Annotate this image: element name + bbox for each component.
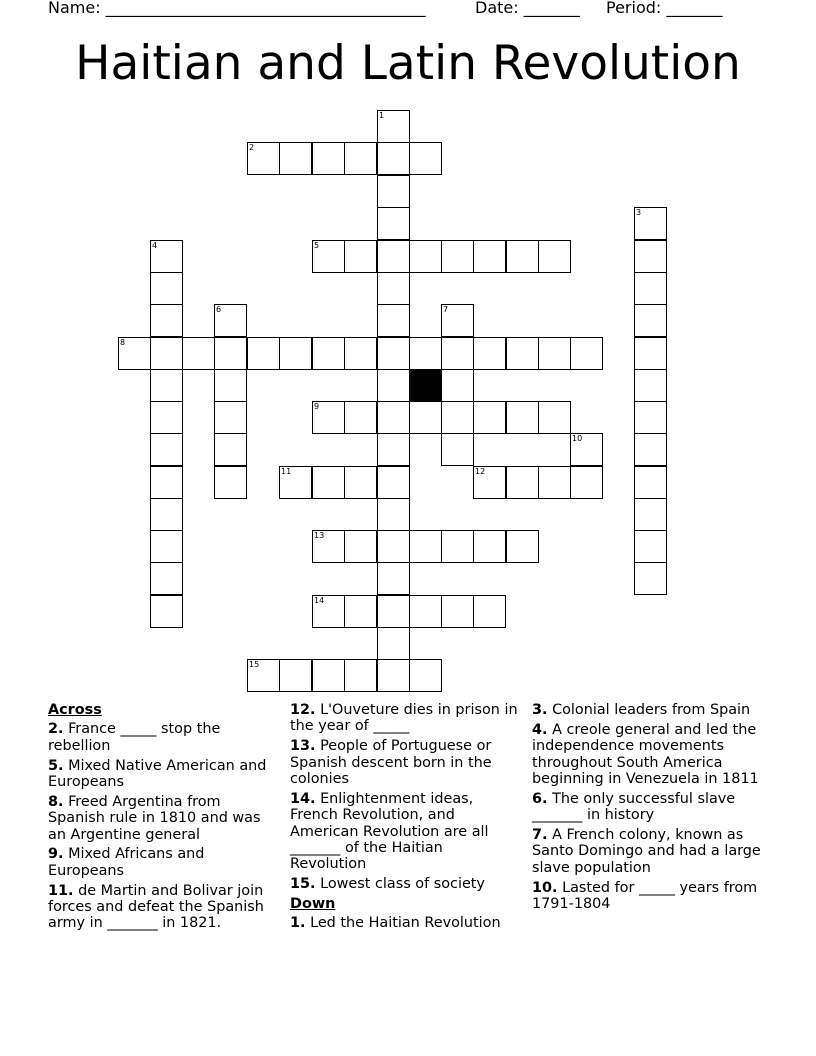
- clues-column-2: [290, 702, 522, 935]
- clue-item-number: 2.: [48, 721, 64, 738]
- crossword-cell[interactable]: [312, 142, 345, 175]
- clue-item: [48, 794, 280, 843]
- crossword-cell[interactable]: [377, 240, 410, 273]
- clue-item-text: Freed Argentina from Spanish rule in 1810 and was an Argentine general: [48, 793, 261, 843]
- clue-item: [290, 738, 522, 787]
- crossword-cell[interactable]: [344, 240, 377, 273]
- crossword-cell[interactable]: [538, 240, 571, 273]
- crossword-cell[interactable]: [377, 142, 410, 175]
- crossword-cell[interactable]: [409, 659, 442, 692]
- crossword-cell[interactable]: [377, 498, 410, 531]
- clues-column-3: [532, 702, 772, 916]
- clue-item: [532, 722, 772, 788]
- clue-number-1: 1: [379, 111, 385, 120]
- clue-item: [290, 876, 522, 892]
- clue-item: [48, 721, 280, 754]
- crossword-cell[interactable]: [409, 595, 442, 628]
- crossword-cell[interactable]: [377, 272, 410, 305]
- crossword-cell[interactable]: [409, 337, 442, 370]
- crossword-cell[interactable]: [473, 401, 506, 434]
- crossword-cell[interactable]: [344, 595, 377, 628]
- clue-number-8: 8: [120, 338, 126, 347]
- clue-item: [532, 880, 772, 913]
- clue-item-text: Lowest class of society: [320, 876, 485, 893]
- clue-item: [48, 846, 280, 879]
- crossword-cell[interactable]: [570, 337, 603, 370]
- crossword-blocked-cell: [409, 369, 442, 402]
- crossword-cell[interactable]: [182, 337, 215, 370]
- clue-item-number: 14.: [290, 790, 316, 807]
- crossword-cell[interactable]: [634, 498, 667, 531]
- crossword-cell[interactable]: [377, 175, 410, 208]
- clue-item-number: 3.: [532, 702, 548, 718]
- period-field-label: Period: _______: [606, 0, 723, 17]
- crossword-cell[interactable]: [377, 659, 410, 692]
- crossword-cell[interactable]: [538, 466, 571, 499]
- crossword-cell[interactable]: [344, 530, 377, 563]
- crossword-cell[interactable]: [634, 466, 667, 499]
- crossword-cell[interactable]: [150, 530, 183, 563]
- clue-item-text: France _____ stop the rebellion: [48, 721, 221, 754]
- crossword-cell[interactable]: [441, 240, 474, 273]
- crossword-cell[interactable]: [377, 595, 410, 628]
- clue-item: [290, 702, 522, 735]
- crossword-cell[interactable]: [150, 498, 183, 531]
- crossword-cell[interactable]: [150, 562, 183, 595]
- crossword-cell[interactable]: [634, 272, 667, 305]
- crossword-cell[interactable]: [214, 337, 247, 370]
- crossword-cell[interactable]: [279, 337, 312, 370]
- down-heading: Down: [290, 896, 336, 913]
- clue-item-text: The only successful slave _______ in history: [532, 790, 736, 824]
- clue-item-text: de Martin and Bolivar join forces and defeat the Spanish army in _______ in 1821.: [48, 882, 264, 932]
- crossword-cell[interactable]: [344, 142, 377, 175]
- clue-item-number: 5.: [48, 757, 64, 774]
- crossword-cell[interactable]: [377, 562, 410, 595]
- clue-item: [290, 791, 522, 873]
- crossword-cell[interactable]: [377, 466, 410, 499]
- clue-number-9: 9: [314, 402, 320, 411]
- crossword-cell[interactable]: [377, 530, 410, 563]
- clue-number-10: 10: [572, 434, 583, 443]
- crossword-cell[interactable]: [473, 337, 506, 370]
- crossword-cell[interactable]: [634, 240, 667, 273]
- crossword-cell[interactable]: [473, 240, 506, 273]
- crossword-cell[interactable]: [279, 659, 312, 692]
- crossword-cell[interactable]: [150, 401, 183, 434]
- crossword-cell[interactable]: [634, 562, 667, 595]
- clue-number-2: 2: [249, 143, 255, 152]
- clue-item-number: 6.: [532, 790, 548, 807]
- clue-item-number: 9.: [48, 846, 64, 863]
- clue-item-text: Lasted for _____ years from 1791-1804: [532, 879, 758, 913]
- clue-item-text: Colonial leaders from Spain: [552, 702, 751, 718]
- crossword-cell[interactable]: [377, 401, 410, 434]
- crossword-cell[interactable]: [279, 142, 312, 175]
- crossword-cell[interactable]: [473, 530, 506, 563]
- date-field-label: Date: _______: [475, 0, 580, 17]
- clue-item-number: 11.: [48, 882, 74, 899]
- clue-item-number: 8.: [48, 793, 64, 810]
- clue-item-text: People of Portuguese or Spanish descent born in the colonies: [290, 738, 492, 788]
- clue-number-14: 14: [314, 596, 325, 605]
- clue-item-text: Mixed Native American and Europeans: [48, 757, 267, 791]
- crossword-cell[interactable]: [214, 433, 247, 466]
- crossword-cell[interactable]: [441, 337, 474, 370]
- crossword-cell[interactable]: [409, 142, 442, 175]
- crossword-cell[interactable]: [377, 207, 410, 240]
- crossword-cell[interactable]: [312, 337, 345, 370]
- crossword-cell[interactable]: [214, 401, 247, 434]
- clue-number-4: 4: [152, 241, 158, 250]
- crossword-cell[interactable]: [506, 337, 539, 370]
- clue-number-11: 11: [281, 467, 292, 476]
- crossword-cell[interactable]: [441, 530, 474, 563]
- crossword-cell[interactable]: [344, 466, 377, 499]
- crossword-cell[interactable]: [634, 433, 667, 466]
- crossword-cell[interactable]: [312, 466, 345, 499]
- crossword-cell[interactable]: [634, 530, 667, 563]
- crossword-cell[interactable]: [409, 530, 442, 563]
- clue-item-text: A French colony, known as Santo Domingo and had a large slave population: [532, 827, 761, 876]
- clue-item-number: 15.: [290, 876, 316, 893]
- clue-number-6: 6: [216, 305, 222, 314]
- crossword-cell[interactable]: [377, 627, 410, 660]
- crossword-cell[interactable]: [570, 466, 603, 499]
- clue-item: [532, 702, 772, 718]
- crossword-cell[interactable]: [150, 337, 183, 370]
- crossword-cell[interactable]: [441, 595, 474, 628]
- crossword-cell[interactable]: [214, 369, 247, 402]
- crossword-cell[interactable]: [150, 466, 183, 499]
- clue-number-7: 7: [443, 305, 449, 314]
- crossword-cell[interactable]: [150, 595, 183, 628]
- crossword-cell[interactable]: [377, 337, 410, 370]
- crossword-cell[interactable]: [377, 433, 410, 466]
- crossword-cell[interactable]: [150, 272, 183, 305]
- clue-item: [532, 791, 772, 824]
- clue-number-3: 3: [636, 208, 642, 217]
- crossword-cell[interactable]: [312, 659, 345, 692]
- clue-item: [290, 915, 522, 931]
- crossword-cell[interactable]: [506, 240, 539, 273]
- clue-item-text: Mixed Africans and Europeans: [48, 846, 205, 879]
- clue-item-number: 1.: [290, 915, 306, 932]
- crossword-cell[interactable]: [377, 369, 410, 402]
- name-field-label: Name: ________________________________________: [48, 0, 426, 17]
- crossword-cell[interactable]: [634, 337, 667, 370]
- clue-item: [532, 827, 772, 876]
- clue-item-text: A creole general and led the independence movements throughout South America beginning in Venezuela in 1811: [532, 721, 759, 788]
- clue-number-12: 12: [475, 467, 486, 476]
- crossword-cell[interactable]: [634, 304, 667, 337]
- crossword-cell[interactable]: [344, 659, 377, 692]
- crossword-cell[interactable]: [344, 401, 377, 434]
- clue-number-5: 5: [314, 241, 320, 250]
- crossword-cell[interactable]: [634, 369, 667, 402]
- crossword-cell[interactable]: [150, 304, 183, 337]
- crossword-cell[interactable]: [441, 433, 474, 466]
- crossword-cell[interactable]: [441, 369, 474, 402]
- clue-item-text: Led the Haitian Revolution: [310, 915, 501, 932]
- page-title: Haitian and Latin Revolution: [75, 36, 741, 91]
- clue-item-number: 12.: [290, 702, 316, 718]
- clue-item-number: 4.: [532, 721, 548, 738]
- clue-item-text: L'Ouveture dies in prison in the year of _____: [290, 702, 518, 735]
- clue-item: [48, 883, 280, 932]
- clue-item-number: 7.: [532, 827, 548, 844]
- across-heading: Across: [48, 702, 102, 718]
- crossword-cell[interactable]: [247, 337, 280, 370]
- crossword-cell[interactable]: [538, 337, 571, 370]
- crossword-cell[interactable]: [506, 530, 539, 563]
- crossword-cell[interactable]: [473, 595, 506, 628]
- crossword-cell[interactable]: [214, 466, 247, 499]
- clue-item-number: 10.: [532, 879, 558, 896]
- clues-column-1: [48, 702, 280, 935]
- crossword-cell[interactable]: [538, 401, 571, 434]
- clue-item-text: Enlightenment ideas, French Revolution, and American Revolution are all _______ of the Haitian Revolution: [290, 790, 489, 873]
- crossword-cell[interactable]: [150, 433, 183, 466]
- crossword-cell[interactable]: [441, 401, 474, 434]
- crossword-cell[interactable]: [506, 401, 539, 434]
- crossword-cell[interactable]: [506, 466, 539, 499]
- crossword-cell[interactable]: [344, 337, 377, 370]
- clue-number-13: 13: [314, 531, 325, 540]
- crossword-cell[interactable]: [377, 304, 410, 337]
- crossword-cell[interactable]: [634, 401, 667, 434]
- clue-number-15: 15: [249, 660, 260, 669]
- crossword-cell[interactable]: [409, 240, 442, 273]
- clue-item-number: 13.: [290, 738, 316, 755]
- clue-item: [48, 758, 280, 791]
- crossword-cell[interactable]: [409, 401, 442, 434]
- crossword-cell[interactable]: [150, 369, 183, 402]
